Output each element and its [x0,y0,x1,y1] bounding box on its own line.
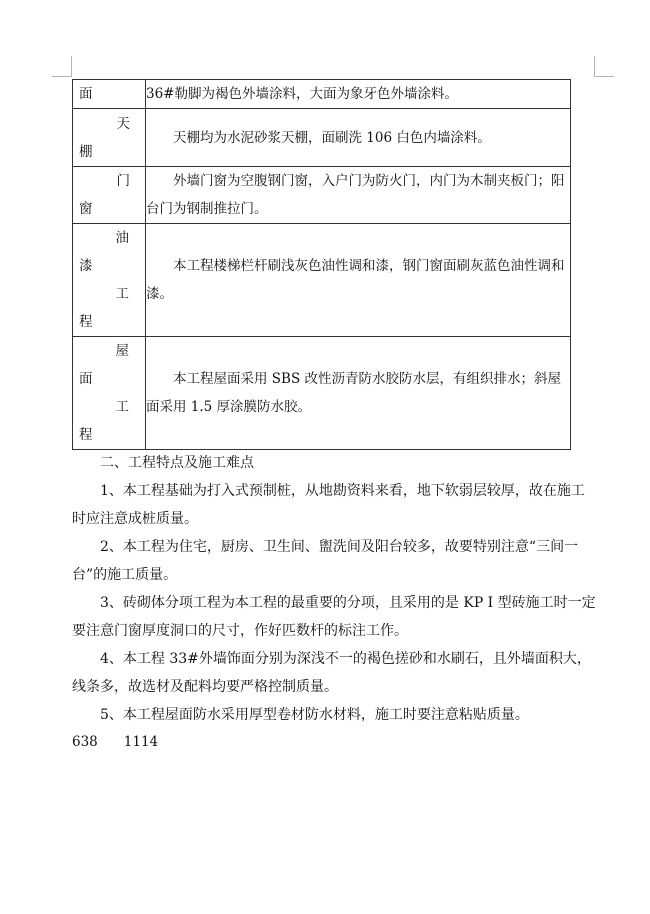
crop-mark-top-right-horizontal [594,76,614,77]
table-row [73,80,571,109]
row-label-text: 面 [79,371,93,387]
table-row [73,167,571,224]
list-item: 2、本工程为住宅，厨房、卫生间、盥洗间及阳台较多，故要特别注意“三间一台”的施工质量。 [72,539,579,583]
row-label [73,80,146,109]
row-label-text: 油 [115,230,129,246]
table-row [73,109,571,167]
row-label [73,167,146,224]
list-item: 5、本工程屋面防水采用厚型卷材防水材料，施工时要注意粘贴质量。 [100,707,529,723]
row-label-text: 窗 [79,201,93,217]
section-body [72,449,596,729]
row-content-text: 本工程楼梯栏杆刷浅灰色油性调和漆，钢门窗面刷灰蓝色油性调和漆。 [146,258,565,302]
row-content [146,167,571,224]
row-label-text: 面 [79,86,93,102]
row-content [146,80,571,109]
list-item: 4、本工程 33#外墙饰面分别为深浅不一的褐色搓砂和水刷石，且外墙面积大，线条多，故选材及配料均要严格控制质量。 [72,651,591,695]
row-label-text: 棚 [79,143,93,160]
row-label [73,109,146,167]
row-content [146,224,571,337]
section-heading: 二、工程特点及施工难点 [100,455,254,471]
row-label-text: 工 [115,286,129,302]
row-label-text: 门 [116,173,130,189]
row-content-text: 本工程屋面采用 SBS 改性沥青防水胶防水层，有组织排水；斜屋面采用 1.5 厚涂膜防水胶。 [146,371,561,415]
footer-number-right: 1114 [123,734,159,750]
row-content-text: 外墙门窗为空腹钢门窗，入户门为防火门，内门为木制夹板门；阳台门为钢制推拉门。 [146,173,565,217]
list-item: 3、砖砌体分项工程为本工程的最重要的分项，且采用的是 KP I 型砖施工时一定要注意门窗厚度洞口的尺寸，作好匹数杆的标注工作。 [72,595,596,639]
row-content [146,337,571,450]
table-row [73,224,571,337]
crop-mark-top-right-vertical [594,56,595,76]
row-label-text: 程 [79,314,93,330]
finishing-spec-table [72,79,571,450]
row-label-text: 工 [115,399,129,415]
row-content-text: 36#勒脚为褐色外墙涂料，大面为象牙色外墙涂料。 [146,86,458,102]
row-label-text: 屋 [115,343,129,359]
list-item: 1、本工程基础为打入式预制桩，从地勘资料来看，地下软弱层较厚，故在施工时应注意成桩质量。 [72,483,585,527]
row-label-text: 程 [79,427,93,443]
row-label [73,337,146,450]
table-row [73,337,571,450]
crop-mark-top-left-horizontal [52,76,72,77]
crop-mark-top-left-vertical [71,56,72,76]
row-label-text: 漆 [79,258,93,274]
row-label [73,224,146,337]
footer-number-left: 638 [72,734,98,750]
row-content [146,109,571,167]
page-footer [72,733,158,751]
row-label-text: 天 [116,115,130,132]
row-content-text: 天棚均为水泥砂浆天棚，面刷洗 106 白色内墙涂料。 [173,129,491,146]
